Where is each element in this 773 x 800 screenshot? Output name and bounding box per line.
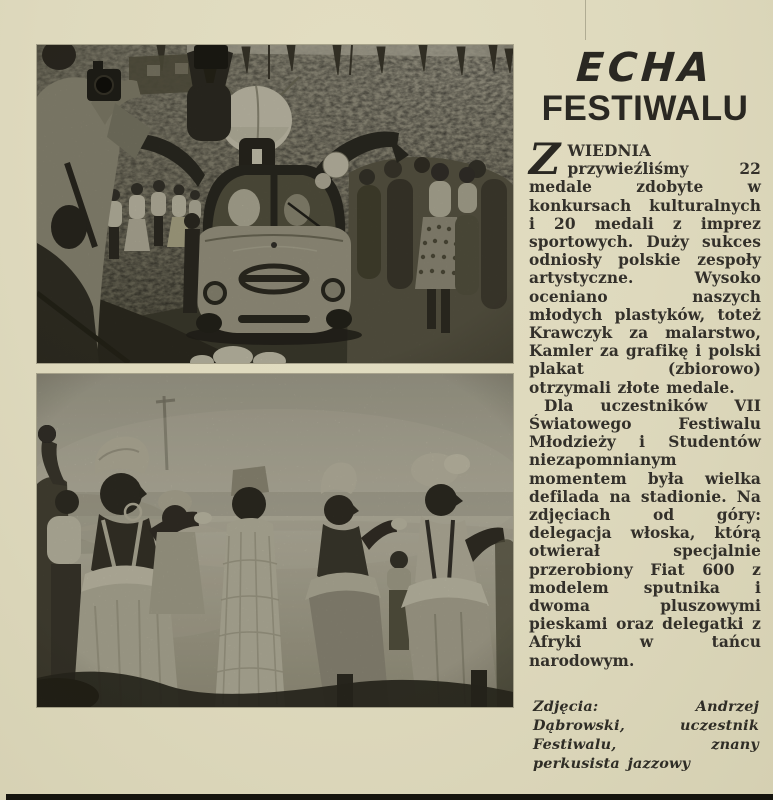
article-paragraph-1 [529, 135, 761, 397]
article-paragraph-2: Dla uczestników VII Światowego Festiwalu Młodzieży i Studentów niezapomnianym momentem była wielka defilada na stadionie. Na zdjęciach od góry: delegacja włoska, którą otwierał specjalnie przerobiony Fiat 600 z modelem sputnika i dwoma pluszowymi pieskami oraz delegatki z Afryki w tańcu narodowym. [529, 396, 761, 670]
dropcap-letter: Z [529, 135, 561, 185]
photo-bottom-illustration [37, 374, 513, 707]
article-title-line1: ECHA [574, 45, 716, 91]
photo-african-dancers [37, 374, 513, 707]
photo-credit-caption: Zdjęcia: Andrzej Dąbrowski, uczestnik Festiwalu, znany perkusista jazzowy [533, 697, 759, 772]
article-column [529, 47, 761, 773]
page-bottom-rule [6, 794, 773, 800]
photo-stadium-fiat600 [37, 45, 513, 363]
paragraph-1-text: WIEDNIA przywieźliśmy 22 medale zdobyte w konkursach kulturalnych i 20 medali z imprez sportowych. Duży sukces odniosły polskie zespoły artystyczne. Wysoko oceniano naszych młodych plastyków, toteż Krawczyk za malarstwo, Kamler za grafikę i polski plakat (zbiorowo) otrzymali złote medale. [529, 142, 761, 397]
article-title-line2: FESTIWALU [541, 89, 749, 128]
photo-top-illustration [37, 45, 513, 363]
paper-crease [585, 0, 586, 40]
